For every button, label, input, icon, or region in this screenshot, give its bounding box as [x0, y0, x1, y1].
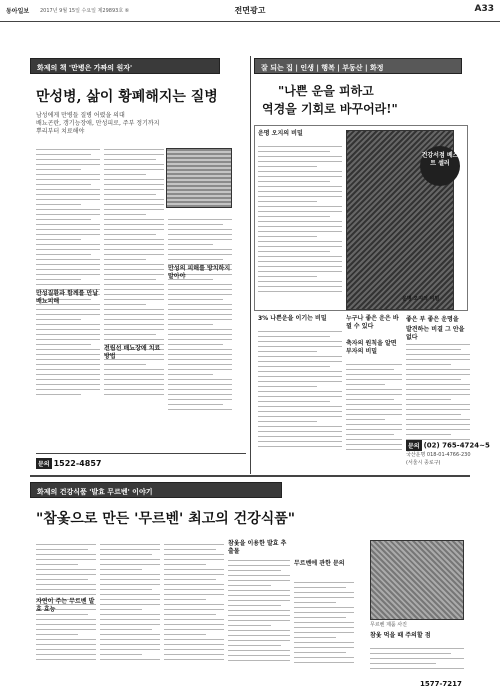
divider	[36, 453, 246, 454]
article-subhead: 만성질환과 함께를 만날 배뇨피해	[36, 290, 99, 305]
text-column	[228, 556, 290, 688]
article-headline-left: 만성병, 삶이 황폐해지는 질병	[36, 89, 218, 105]
section-title: 전면광고	[234, 6, 266, 15]
article-headline-right-2: 역경을 기회로 바꾸어라!"	[262, 102, 398, 116]
section-divider	[30, 475, 470, 477]
contact-sub: (서울시 종로구)	[406, 460, 441, 466]
contact-bottom: 1577-7217	[420, 680, 462, 688]
newspaper-name: 동아일보	[6, 8, 30, 15]
page-number: A33	[474, 4, 494, 14]
issue-date: 2017년 9월 15일 수요일 제29893호 ⑥	[40, 8, 130, 14]
book-caption: 운명 오지의 비밀	[402, 296, 440, 302]
book-cover-image	[166, 148, 232, 208]
bestseller-badge: 건강서점 베스트 셀러	[420, 146, 460, 186]
text-column	[104, 145, 164, 450]
text-column	[258, 327, 342, 451]
text-column	[100, 540, 160, 688]
contact-label: 문의	[406, 440, 422, 451]
book-callout: 축자의 원칙을 알면 부자의 비밀	[346, 340, 397, 355]
text-column	[164, 540, 224, 688]
article-subhead: 참옻을 이용한 발효 추출물	[228, 540, 287, 555]
contact-right	[406, 440, 490, 451]
deck-line: 뿌리부터 치료해야	[36, 128, 85, 135]
text-column	[294, 578, 354, 688]
book-callout: 3% 나쁜운을 이기는 비밀	[258, 315, 327, 322]
contact-sub: 국산운명 018-01-4766-230	[406, 452, 471, 458]
text-column	[370, 644, 464, 678]
article-subhead: 자연이 주는 무르벤 발효 효능	[36, 598, 95, 613]
article-tag-right: 잘 되는 집 | 인생 | 행복 | 부동산 | 화정	[254, 58, 462, 74]
text-column	[346, 360, 402, 452]
book-callout: 운명 오지의 비밀	[258, 130, 303, 137]
article-tag-bottom: 화제의 건강식품 '발효 무르벤' 이야기	[30, 482, 282, 498]
side-head: 발견하는 비결 그 안을 없다	[406, 326, 465, 341]
article-tag-left: 화제의 책 '만병은 가짜의 원자'	[30, 58, 220, 74]
product-caption: 무르벤 제품 사진	[370, 622, 407, 628]
text-column	[236, 148, 248, 448]
article-deck-left	[36, 112, 246, 136]
deck-line: 남성에게 만병들 질병 어렸을 의대	[36, 112, 125, 119]
contact-phone: 1522-4857	[53, 459, 102, 468]
text-column	[36, 540, 96, 688]
contact-phone: (02) 765-4724~5	[423, 441, 490, 450]
masthead	[0, 0, 500, 22]
article-headline-right-1: "나쁜 운을 피하고	[278, 84, 374, 98]
contact-label: 문의	[36, 458, 52, 469]
article-subhead: 참옻 먹을 때 주의할 점	[370, 632, 431, 639]
column-divider	[250, 56, 251, 474]
article-subhead: 무르벤에 관한 문의	[294, 560, 345, 567]
book-callout: 누구나 좋은 운은 바뀔 수 있다	[346, 315, 399, 330]
article-subhead: 만성의 피해를 방치하지 말아야	[168, 265, 231, 280]
contact-left	[36, 458, 101, 469]
deck-line: 배뇨곤란, 갱기능장애, 만성피로, 주부 정기까지	[36, 120, 160, 127]
product-image	[370, 540, 464, 620]
side-head: 좋은 부 좋은 운명을	[406, 316, 459, 323]
text-column	[406, 340, 470, 440]
text-column	[168, 215, 232, 451]
text-column	[258, 142, 342, 292]
article-subhead: 전립선 배뇨장애 치료 방법	[104, 345, 161, 360]
article-headline-bottom: "참옻으로 만든 '무르벤' 최고의 건강식품"	[36, 511, 296, 527]
